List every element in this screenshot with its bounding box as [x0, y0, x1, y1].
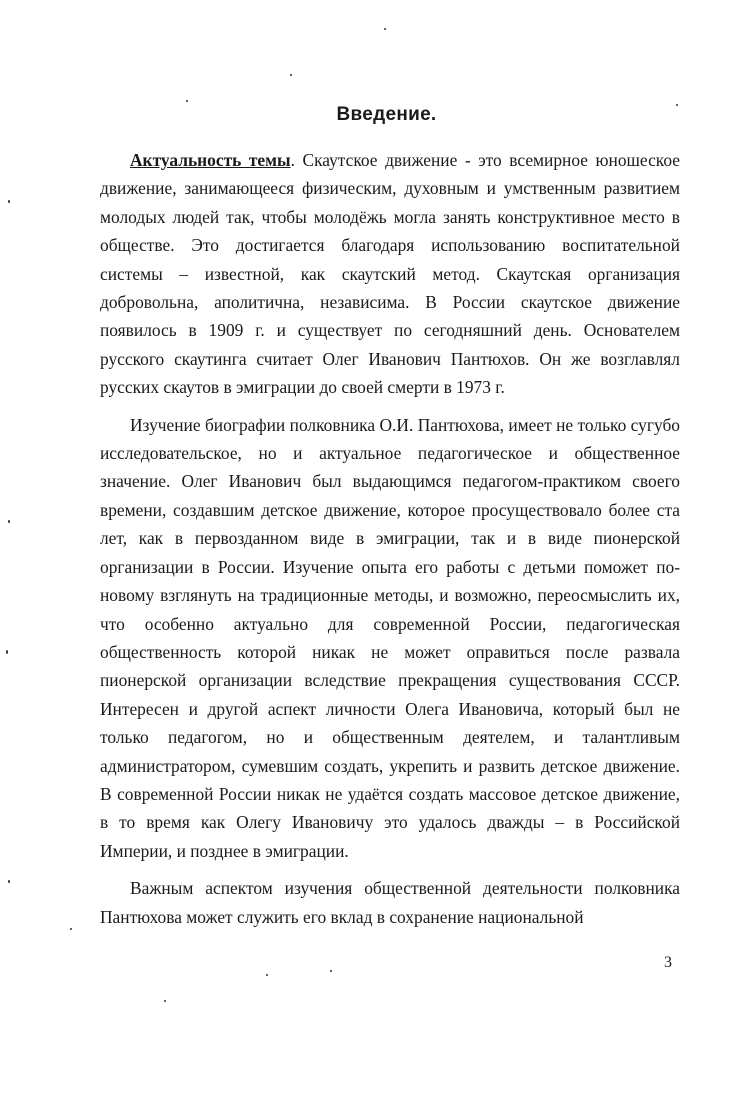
paragraph-lead: Актуальность темы: [130, 150, 291, 170]
scan-speck: [266, 974, 268, 976]
scan-speck: [186, 100, 188, 102]
paragraph-text: . Скаутское движение - это всемирное юношеское движение, занимающееся физическим, духовным и умственным развитием молодых людей так, чтобы молодёжь могла занять конструктивное место в обществе. Это достигается благодаря использованию воспитательной системы – известной, как скаутский метод. Скаутская организация добровольна, аполитична, независима. В России скаутское движение появилось в 1909 г. и существует по сегодняшний день. Основателем русского скаутинга считает Олег Иванович Пантюхов. Он же возглавлял русских скаутов в эмиграции до своей смерти в 1973 г.: [100, 150, 680, 398]
scan-speck: [8, 200, 10, 203]
scan-speck: [6, 650, 8, 654]
body-text: [100, 146, 680, 940]
scan-speck: [8, 880, 10, 883]
paragraph: [100, 146, 680, 402]
page-number: 3: [664, 954, 672, 971]
scan-speck: [70, 928, 72, 930]
page-title: Введение.: [336, 104, 437, 125]
scan-speck: [290, 74, 292, 76]
scan-speck: [384, 28, 386, 30]
scan-speck: [330, 970, 332, 972]
scan-speck: [8, 520, 10, 523]
paragraph: Важным аспектом изучения общественной деятельности полковника Пантюхова может служить его вклад в сохранение национальной: [100, 878, 680, 927]
paragraph: Изучение биографии полковника О.И. Пантюхова, имеет не только сугубо исследовательское, но и актуальное педагогическое и общественное значение. Олег Иванович был выдающимся педагогом-практиком своего времени, создавшим детское движение, которое просуществовало более ста лет, как в первозданном виде в эмиграции, так и в виде пионерской организации в России. Изучение опыта его работы с детьми поможет по-новому взглянуть на традиционные методы, и возможно, переосмыслить их, что особенно актуально для современной России, педагогическая общественность которой никак не может оправиться после развала пионерской организации вследствие прекращения существования СССР. Интересен и другой аспект личности Олега Ивановича, который был не только педагогом, но и общественным деятелем, и талантливым администратором, сумевшим создать, укрепить и развить детское движение. В современной России никак не удаётся создать массовое детское движение, в то время как Олегу Ивановичу это удалось дважды – в Российской Империи, и позднее в эмиграции.: [100, 414, 680, 861]
scan-speck: [164, 1000, 166, 1002]
